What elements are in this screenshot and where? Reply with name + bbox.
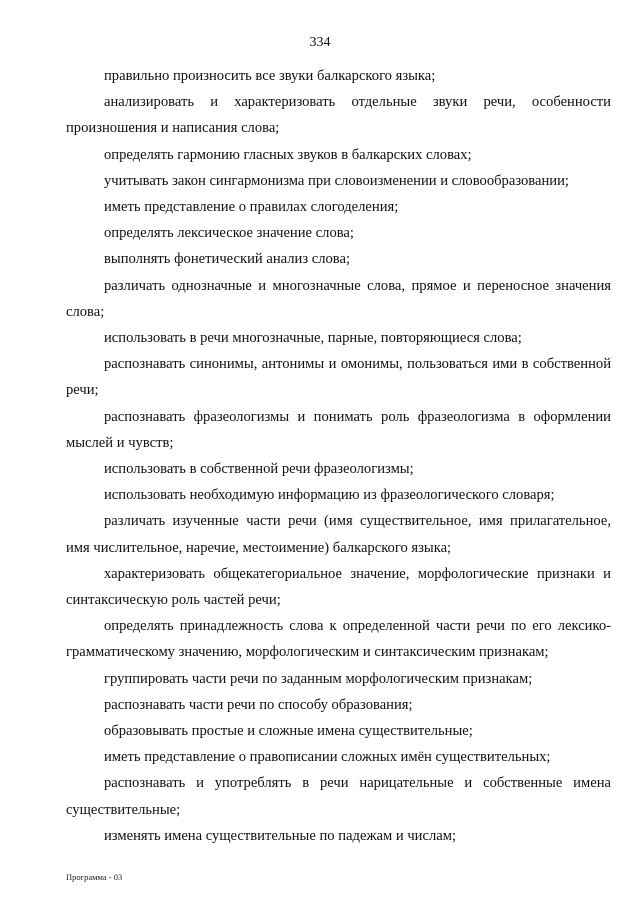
paragraph: использовать необходимую информацию из фразеологического словаря; xyxy=(104,487,555,504)
paragraph: распознавать синонимы, антонимы и омонимы, пользоваться ими в собственной речи; xyxy=(66,356,611,399)
paragraph: использовать в речи многозначные, парные, повторяющиеся слова; xyxy=(104,330,522,347)
paragraph: распознавать и употреблять в речи нарицательные и собственные имена существительные; xyxy=(66,775,611,818)
paragraph: распознавать фразеологизмы и понимать роль фразеологизма в оформлении мыслей и чувств; xyxy=(66,408,611,451)
paragraph: определять гармонию гласных звуков в балкарских словах; xyxy=(104,146,472,163)
paragraph: образовывать простые и сложные имена существительные; xyxy=(104,723,473,740)
footer: Программа - 03 xyxy=(66,872,123,882)
paragraph: группировать части речи по заданным морфологическим признакам; xyxy=(104,670,533,687)
paragraph: правильно произносить все звуки балкарского языка; xyxy=(104,68,436,84)
paragraph: выполнять фонетический анализ слова; xyxy=(104,251,351,268)
paragraph: определять принадлежность слова к определенной части речи по его лексико-грамматическому значению, морфологическим и синтаксическим признакам; xyxy=(66,618,611,661)
paragraph: различать изученные части речи (имя существительное, имя прилагательное, имя числительное, наречие, местоимение) балкарского языка; xyxy=(66,513,611,556)
body-text xyxy=(66,63,611,849)
paragraph: различать однозначные и многозначные слова, прямое и переносное значения слова; xyxy=(66,277,611,320)
page-number: 334 xyxy=(309,35,331,50)
paragraph: определять лексическое значение слова; xyxy=(104,225,354,242)
paragraph: использовать в собственной речи фразеологизмы; xyxy=(104,461,414,478)
paragraph: анализировать и характеризовать отдельные звуки речи, особенности произношения и написания слова; xyxy=(66,94,611,137)
paragraph: характеризовать общекатегориальное значение, морфологические признаки и синтаксическую роль частей речи; xyxy=(66,565,611,609)
paragraph: изменять имена существительные по падежам и числам; xyxy=(104,827,457,844)
paragraph: учитывать закон сингармонизма при словоизменении и словообразовании; xyxy=(104,172,569,189)
paragraph: иметь представление о правописании сложных имён существительных; xyxy=(104,749,551,766)
paragraph: иметь представление о правилах слогоделения; xyxy=(104,199,399,216)
paragraph: распознавать части речи по способу образования; xyxy=(104,696,413,713)
